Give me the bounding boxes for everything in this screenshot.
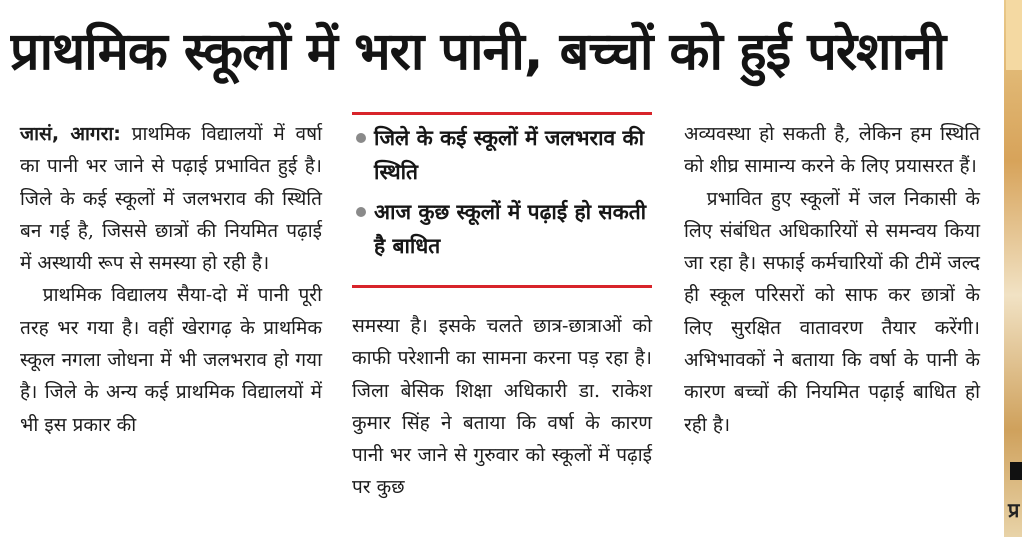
paragraph: प्राथमिक विद्यालय सैया-दो में पानी पूरी तरह भर गया है। वहीं खेरागढ़ के प्राथमिक स्कूल नगला जोधना में भी जलभराव हो गया है। जिले के अन्य कई प्राथमिक विद्यालयों में भी इस प्रकार की [20, 284, 322, 436]
highlights-box [352, 112, 652, 288]
bullet-icon [356, 133, 366, 143]
adjacent-page-strip [1004, 0, 1022, 537]
article-column-2 [352, 310, 652, 504]
highlight-text: जिले के कई स्कूलों में जलभराव की स्थिति [374, 126, 645, 184]
headline: प्राथमिक स्कूलों में भरा पानी, बच्चों को हुई परेशानी [10, 22, 946, 82]
paragraph: प्रभावित हुए स्कूलों में जल निकासी के लिए संबंधित अधिकारियों से समन्वय किया जा रहा है। सफाई कर्मचारियों की टीमें जल्द ही स्कूल परिसरों को साफ कर छात्रों के लिए सुरक्षित वातावरण तैयार करेंगी। अभिभावकों ने बताया कि वर्षा के पानी के कारण बच्चों की नियमित पढ़ाई बाधित हो रही है। [684, 187, 980, 436]
paragraph [20, 118, 322, 279]
adjacent-page-text: प्र [1008, 498, 1020, 522]
paragraph: समस्या है। इसके चलते छात्र-छात्राओं को काफी परेशानी का सामना करना पड़ रहा है। जिला बेसिक शिक्षा अधिकारी डा. राकेश कुमार सिंह ने बताया कि वर्षा के कारण पानी भर जाने से गुरुवार को स्कूलों में पढ़ाई पर कुछ [352, 315, 652, 499]
paragraph: अव्यवस्था हो सकती है, लेकिन हम स्थिति को शीघ्र सामान्य करने के लिए प्रयासरत हैं। [684, 123, 980, 178]
paragraph-text: प्राथमिक विद्यालयों में वर्षा का पानी भर जाने से पढ़ाई प्रभावित हुई है। जिले के कई स्कूलों में जलभराव की स्थिति बन गई है, जिससे छात्रों की नियमित पढ़ाई में अस्थायी रूप से समस्या हो रही है। [20, 123, 323, 275]
article-column-3 [684, 118, 980, 441]
adjacent-page-mark [1010, 462, 1022, 480]
article-column-1 [20, 118, 322, 441]
bullet-icon [356, 207, 366, 217]
highlight-item [356, 121, 648, 189]
highlight-item [356, 195, 648, 263]
dateline: जासं, आगरा: [20, 123, 121, 145]
adjacent-page-image [1006, 0, 1022, 70]
highlight-text: आज कुछ स्कूलों में पढ़ाई हो सकती है बाधित [374, 200, 647, 258]
